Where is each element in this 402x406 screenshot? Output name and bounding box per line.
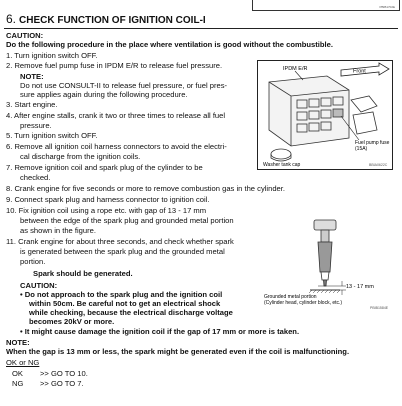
step-11-line-3: portion.	[20, 257, 46, 266]
spark-should-be-generated: Spark should be generated.	[33, 269, 133, 278]
caution-bullet-1-line-4: becomes 20kV or more.	[29, 317, 115, 326]
step-10-line-1: 10. Fix ignition coil using a rope etc. with gap of 13 - 17 mm	[6, 206, 207, 215]
fuse-label-line-1: Fuel pump fuse	[355, 140, 390, 146]
step-1: 1. Turn ignition switch OFF.	[6, 51, 98, 60]
step-11-line-2: is generated between the spark plug and the grounded metal	[20, 247, 225, 256]
ok-or-ng-question: OK or NG	[6, 358, 40, 367]
fuse-label-line-2: (15A)	[355, 146, 368, 152]
step-title: CHECK FUNCTION OF IGNITION COIL-I	[19, 15, 206, 26]
spark-gap-figure	[258, 216, 392, 310]
caution-bullet-1-line-2: within 50cm. Be careful not to get an electrical shock	[29, 299, 221, 308]
note-bottom-text: When the gap is 13 mm or less, the spark might be generated even if the coil is malfunctioning.	[6, 347, 350, 356]
caution-bullet-1-line-3: while checking, because the electrical discharge voltage	[29, 308, 233, 317]
figure1-code: BBIA0622C	[369, 163, 388, 167]
ignition-coil-drawing	[314, 220, 336, 286]
ipdm-fuse-figure	[257, 60, 393, 170]
step-7-line-2: checked.	[20, 173, 51, 182]
ipdm-label: IPDM E/R	[283, 66, 308, 72]
step-9: 9. Connect spark plug and harness connector to ignition coil.	[6, 195, 210, 204]
note-heading: NOTE:	[20, 72, 44, 81]
step-5: 5. Turn ignition switch OFF.	[6, 131, 98, 140]
previous-figure-frame	[252, 0, 400, 11]
ground-label-line-2: (Cylinder head, cylinder block, etc.)	[264, 300, 343, 306]
step-6-line-2: cal discharge from the ignition coils.	[20, 152, 141, 161]
note-line-2: sure applies again during the following procedure.	[20, 90, 188, 99]
step-6-line-1: 6. Remove all ignition coil harness connectors to avoid the electri-	[6, 142, 227, 151]
caution-heading: CAUTION:	[6, 31, 44, 40]
step-4-line-2: pressure.	[20, 121, 52, 130]
title-divider	[4, 28, 398, 29]
figure2-code: PBIB1584E	[370, 306, 389, 310]
caution-bullet-1-line-1: • Do not approach to the spark plug and the ignition coil	[20, 290, 223, 299]
step-number: 6.	[6, 12, 17, 26]
note-line-1: Do not use CONSULT-II to release fuel pressure, or fuel pres-	[20, 81, 228, 90]
step-3: 3. Start engine.	[6, 100, 58, 109]
caution-mid-heading: CAUTION:	[20, 281, 58, 290]
ok-label: OK	[12, 369, 23, 378]
ok-action: >> GO TO 10.	[40, 369, 88, 378]
previous-figure-code: PBIB1702E	[379, 5, 395, 9]
step-11-line-1: 11. Crank engine for about three seconds, and check whether spark	[6, 237, 234, 246]
ng-label: NG	[12, 379, 24, 388]
note-bottom-heading: NOTE:	[6, 338, 30, 347]
step-10-line-2: between the edge of the spark plug and grounded metal portion	[20, 216, 234, 225]
gap-label: 13 - 17 mm	[346, 284, 374, 290]
washer-tank-label: Washer tank cap	[263, 162, 301, 168]
step-heading	[6, 12, 206, 26]
step-10-line-3: as shown in the figure.	[20, 226, 96, 235]
step-4-line-1: 4. After engine stalls, crank it two or three times to release all fuel	[6, 111, 226, 120]
step-7-line-1: 7. Remove ignition coil and spark plug of the cylinder to be	[6, 163, 203, 172]
caution-bullet-2: • It might cause damage the ignition coil if the gap of 17 mm or more is taken.	[20, 327, 300, 336]
grounded-metal-drawing	[309, 290, 340, 293]
step-8: 8. Crank engine for five seconds or more to remove combustion gas in the cylinder.	[6, 184, 285, 193]
ground-label-line-1: Grounded metal portion	[264, 294, 317, 300]
front-label: Front	[353, 68, 366, 75]
caution-text: Do the following procedure in the place where ventilation is good without the combustible.	[6, 40, 333, 49]
step-2: 2. Remove fuel pump fuse in IPDM E/R to release fuel pressure.	[6, 61, 223, 70]
ng-action: >> GO TO 7.	[40, 379, 84, 388]
